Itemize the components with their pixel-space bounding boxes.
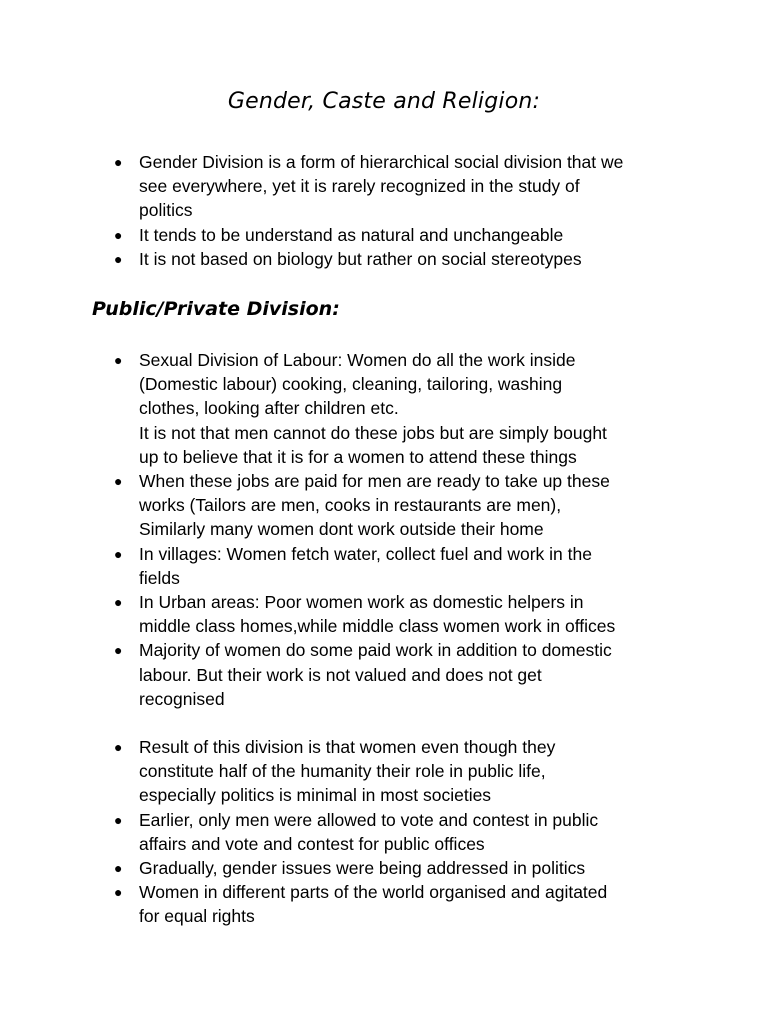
list-item-text-line: It is not based on biology but rather on social stereotypes [139, 248, 582, 269]
bullet-icon: ● [114, 739, 123, 755]
list-item [0, 542, 679, 590]
list-item [0, 808, 679, 856]
list-item-text-line: works (Tailors are men, cooks in restaurants are men), [139, 495, 562, 516]
bullet-icon: ● [114, 545, 123, 562]
list-item-text-line: In villages: Women fetch water, collect fuel and work in the [139, 543, 592, 564]
intro-bullet-list [0, 150, 679, 271]
list-item-text-line: especially politics is minimal in most societies [139, 785, 492, 806]
list-item [0, 590, 679, 638]
list-item-text-line: Sexual Division of Labour: Women do all the work inside [139, 350, 576, 370]
list-item-text-line: labour. But their work is not valued and does not get [139, 664, 542, 685]
bullet-icon: ● [114, 860, 123, 877]
list-item-text-line: Similarly many women dont work outside their home [139, 519, 544, 540]
bullet-icon: ● [114, 811, 123, 828]
list-item-text-line: fields [139, 567, 180, 588]
bullet-icon: ● [114, 154, 123, 170]
list-item-text-line: (Domestic labour) cooking, cleaning, tailoring, washing [139, 374, 563, 395]
list-item [0, 348, 679, 469]
list-item-text-line: In Urban areas: Poor women work as domestic helpers in [139, 592, 584, 613]
list-item [0, 856, 679, 880]
list-item-text-line: see everywhere, yet it is rarely recognized in the study of [139, 176, 580, 197]
list-item-text-line: Earlier, only men were allowed to vote and contest in public [139, 809, 599, 830]
list-item-text-line: for equal rights [139, 906, 255, 927]
section-heading: Public/Private Division: [92, 298, 340, 320]
list-item-text-line: It is not that men cannot do these jobs but are simply bought [139, 422, 607, 443]
list-item [0, 223, 679, 247]
bullet-icon: ● [114, 642, 123, 659]
page-title: Gender, Caste and Religion: [227, 89, 541, 114]
bullet-icon: ● [114, 594, 123, 611]
list-item [0, 150, 679, 223]
bullet-icon: ● [114, 226, 123, 243]
list-item-text-line: recognised [139, 688, 225, 709]
division-bullet-list [0, 348, 679, 711]
list-item [0, 469, 679, 542]
list-item-text-line: When these jobs are paid for men are ready to take up these [139, 471, 610, 492]
list-item-text-line: constitute half of the humanity their role in public life, [139, 761, 546, 782]
list-item [0, 638, 679, 711]
list-item-text-line: politics [139, 200, 193, 221]
list-item [0, 735, 679, 808]
list-item [0, 247, 679, 271]
bullet-icon: ● [114, 473, 123, 490]
list-item-text-line: Women in different parts of the world organised and agitated [139, 882, 608, 903]
list-item-text-line: It tends to be understand as natural and unchangeable [139, 224, 564, 245]
list-item-text-line: middle class homes,while middle class women work in offices [139, 616, 616, 637]
bullet-icon: ● [114, 884, 123, 901]
list-item-text-line: affairs and vote and contest for public offices [139, 833, 485, 854]
list-item-text-line: up to believe that it is for a women to attend these things [139, 446, 577, 467]
list-item-text-line: clothes, looking after children etc. [139, 398, 399, 419]
list-item-text-line: Gradually, gender issues were being addressed in politics [139, 858, 586, 879]
list-item-text-line: Gender Division is a form of hierarchical social division that we [139, 152, 624, 172]
bullet-icon: ● [114, 250, 123, 267]
list-item [0, 880, 679, 928]
list-item-text-line: Majority of women do some paid work in addition to domestic [139, 640, 612, 661]
list-item-text-line: Result of this division is that women even though they [139, 737, 556, 757]
result-bullet-list [0, 735, 679, 929]
bullet-icon: ● [114, 352, 123, 368]
